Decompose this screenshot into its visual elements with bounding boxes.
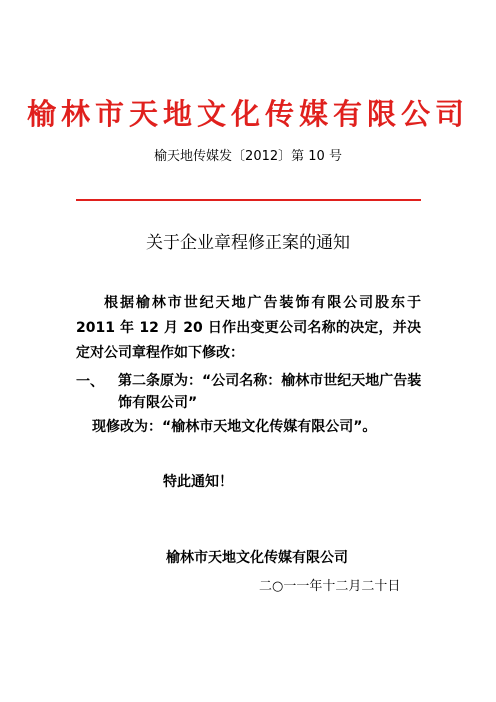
company-letterhead-title: 榆林市天地文化传媒有限公司 (26, 97, 469, 131)
body-paragraph: 根据榆林市世纪天地广告装饰有限公司股东于 2011 年 12 月 20 日作出变更公司名称的决定，并决定对公司章程作如下修改： (76, 295, 421, 361)
document-number: 榆天地传媒发〔2012〕第 10 号 (154, 149, 342, 164)
signature-company: 榆林市天地文化传媒有限公司 (166, 550, 348, 566)
issue-date: 二○一一年十二月二十日 (259, 579, 401, 594)
list-item-number: 一、 (76, 374, 104, 390)
list-item-text: 第二条原为：“公司名称：榆林市世纪天地广告装饰有限公司” (118, 373, 422, 411)
amendment-text: 现修改为：“榆林市天地文化传媒有限公司”。 (92, 419, 377, 435)
closing-remark: 特此通知！ (163, 474, 233, 490)
red-divider-line (76, 199, 421, 201)
notice-title: 关于企业章程修正案的通知 (146, 233, 350, 253)
